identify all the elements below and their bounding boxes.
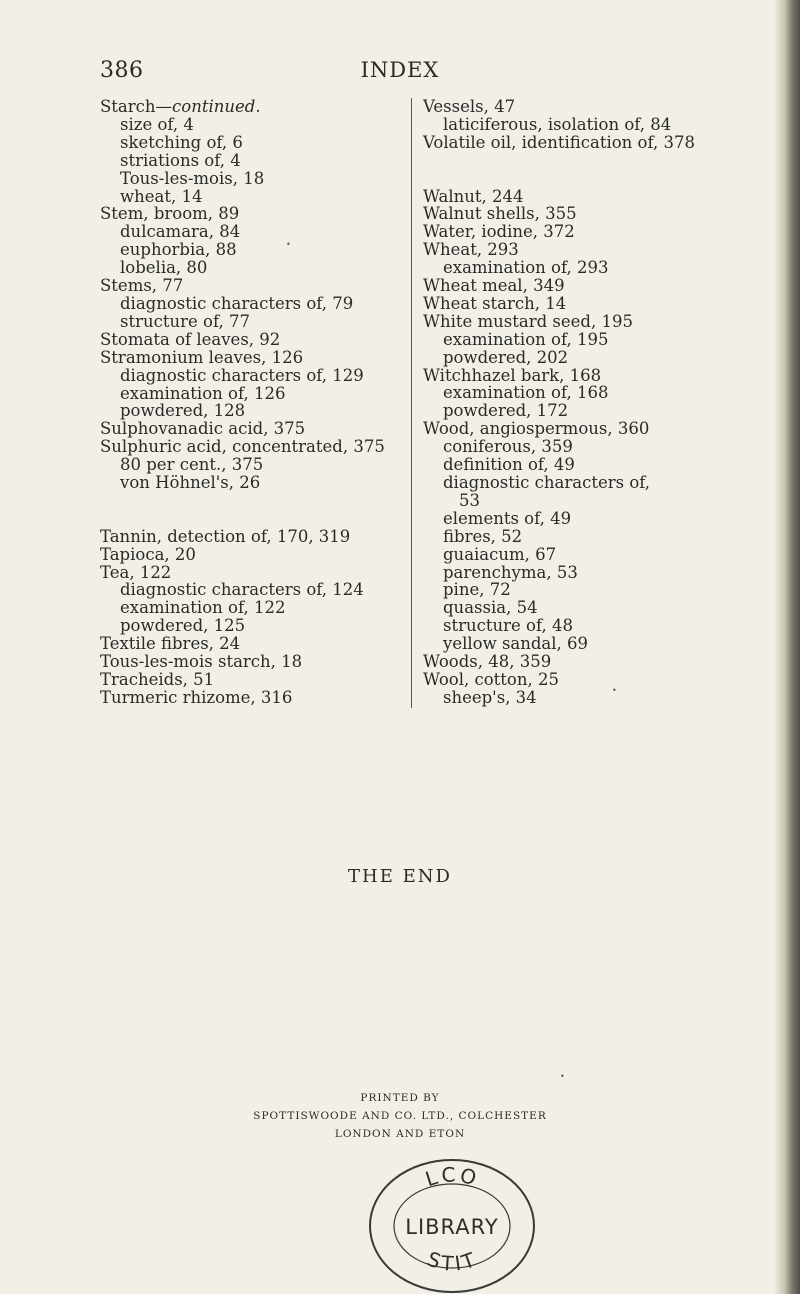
index-entry <box>423 671 703 689</box>
index-entry <box>423 205 703 223</box>
index-subentry <box>423 116 703 134</box>
entry-text: examination of, 293 <box>443 258 609 278</box>
index-subentry <box>423 259 703 277</box>
entry-text: powdered, 125 <box>120 616 246 636</box>
entry-text: Tannin, detection of, 170, 319 <box>100 526 351 546</box>
index-entry <box>423 241 703 259</box>
entry-text: Woods, 48, 359 <box>423 652 552 672</box>
entry-text: size of, 4 <box>120 114 194 134</box>
entry-text: 80 per cent., 375 <box>120 455 264 475</box>
index-subentry <box>423 546 703 564</box>
entry-text: examination of, 195 <box>443 329 609 349</box>
speck-mark: • <box>560 1072 565 1081</box>
entry-text: structure of, 48 <box>443 616 573 636</box>
entry-text: diagnostic characters of, 79 <box>120 293 354 313</box>
index-entry <box>423 188 703 206</box>
entry-text: Tous-les-mois starch, 18 <box>100 652 303 672</box>
entry-text: Sulphovanadic acid, 375 <box>100 419 306 439</box>
entry-text: Walnut, 244 <box>423 186 524 206</box>
page-number: 386 <box>100 58 144 83</box>
index-subentry <box>100 170 400 188</box>
index-subentry <box>423 689 703 707</box>
index-entry <box>100 528 400 546</box>
index-subentry <box>100 152 400 170</box>
index-entry <box>100 546 400 564</box>
entry-text: Wheat starch, 14 <box>423 293 567 313</box>
entry-text: Stem, broom, 89 <box>100 204 240 224</box>
entry-text: Walnut shells, 355 <box>423 204 577 224</box>
entry-text: Wool, cotton, 25 <box>423 669 559 689</box>
entry-text: Tapioca, 20 <box>100 544 196 564</box>
index-subentry <box>100 367 400 385</box>
index-subentry <box>423 331 703 349</box>
entry-text: sketching of, 6 <box>120 132 243 152</box>
entry-text: examination of, 126 <box>120 383 286 403</box>
stamp-center-text: LIBRARY <box>405 1215 499 1239</box>
library-stamp <box>355 1140 550 1294</box>
index-subentry <box>100 402 400 420</box>
index-subentry <box>423 438 703 456</box>
entry-text: lobelia, 80 <box>120 258 208 278</box>
index-subentry <box>423 349 703 367</box>
entry-text: diagnostic characters of, 129 <box>120 365 364 385</box>
index-subentry <box>423 617 703 635</box>
index-entry <box>423 295 703 313</box>
index-subentry <box>423 599 703 617</box>
index-subentry <box>423 474 703 492</box>
index-subentry <box>100 474 400 492</box>
entry-text: coniferous, 359 <box>443 437 573 457</box>
index-subentry <box>423 492 703 510</box>
index-subentry <box>423 456 703 474</box>
entry-text: laticiferous, isolation of, 84 <box>443 114 672 134</box>
entry-text: White mustard seed, 195 <box>423 311 633 331</box>
entry-text: examination of, 122 <box>120 598 286 618</box>
index-entry <box>100 438 400 456</box>
index-subentry <box>423 635 703 653</box>
entry-text: Starch— <box>100 97 173 116</box>
index-entry <box>100 635 400 653</box>
index-entry <box>100 205 400 223</box>
index-subentry <box>100 259 400 277</box>
index-entry <box>100 564 400 582</box>
index-entry <box>423 367 703 385</box>
entry-text: powdered, 128 <box>120 401 246 421</box>
index-subentry <box>100 385 400 403</box>
index-subentry <box>423 528 703 546</box>
entry-text: Tracheids, 51 <box>100 669 215 689</box>
index-subentry <box>100 223 400 241</box>
index-column-right <box>423 98 703 707</box>
index-entry <box>100 349 400 367</box>
index-subentry <box>100 241 400 259</box>
entry-text: pine, 72 <box>443 580 511 600</box>
index-entry <box>423 223 703 241</box>
entry-text: parenchyma, 53 <box>443 562 578 582</box>
entry-text: 53 <box>459 490 480 510</box>
entry-text: Wheat, 293 <box>423 240 519 260</box>
index-subentry <box>100 188 400 206</box>
speck-mark: • <box>286 240 291 249</box>
colophon-printed-by: PRINTED BY <box>360 1092 440 1104</box>
entry-text: Wood, angiospermous, 360 <box>423 419 650 439</box>
index-entry <box>423 134 703 152</box>
entry-text: Wheat meal, 349 <box>423 276 565 296</box>
entry-text: powdered, 202 <box>443 347 569 367</box>
entry-text: quassia, 54 <box>443 598 538 618</box>
index-subentry <box>423 581 703 599</box>
index-entry <box>100 98 400 116</box>
entry-text: Turmeric rhizome, 316 <box>100 687 293 707</box>
the-end-heading: THE END <box>348 866 452 887</box>
index-entry <box>100 689 400 707</box>
entry-text: elements of, 49 <box>443 508 572 528</box>
entry-text: Stomata of leaves, 92 <box>100 329 281 349</box>
colophon-printer-name: SPOTTISWOODE AND CO. LTD., COLCHESTER <box>253 1110 547 1122</box>
running-head: INDEX <box>360 58 440 82</box>
entry-text: Textile fibres, 24 <box>100 634 241 654</box>
entry-continued-note: continued. <box>172 97 261 116</box>
entry-text: powdered, 172 <box>443 401 569 421</box>
index-subentry <box>100 581 400 599</box>
index-subentry <box>100 456 400 474</box>
index-entry <box>423 313 703 331</box>
index-subentry <box>100 617 400 635</box>
entry-text: Tea, 122 <box>100 562 172 582</box>
index-column-left <box>100 98 400 707</box>
entry-text: Vessels, 47 <box>423 97 516 116</box>
index-subentry <box>423 510 703 528</box>
stamp-top-text: LCO <box>422 1162 482 1192</box>
entry-text: guaiacum, 67 <box>443 544 557 564</box>
index-entry <box>423 277 703 295</box>
stamp-bottom-text: STIT <box>424 1246 481 1276</box>
index-entry <box>100 671 400 689</box>
entry-text: diagnostic characters of, <box>443 473 651 493</box>
entry-text: Water, iodine, 372 <box>423 222 575 242</box>
index-entry <box>100 277 400 295</box>
entry-text: Stems, 77 <box>100 276 184 296</box>
entry-text: von Höhnel's, 26 <box>120 473 261 493</box>
index-subentry <box>100 134 400 152</box>
index-subentry <box>100 599 400 617</box>
entry-text: examination of, 168 <box>443 383 609 403</box>
index-subentry <box>423 384 703 402</box>
speck-mark: • <box>612 686 617 695</box>
index-subentry <box>423 564 703 582</box>
entry-text: Tous-les-mois, 18 <box>120 168 265 188</box>
colophon-locations: LONDON AND ETON <box>334 1128 466 1140</box>
index-subentry <box>100 313 400 331</box>
index-entry <box>423 98 703 116</box>
entry-text: dulcamara, 84 <box>120 222 241 242</box>
page-header <box>0 58 800 88</box>
index-subentry <box>100 116 400 134</box>
column-divider <box>411 98 412 708</box>
index-entry <box>423 653 703 671</box>
entry-text: euphorbia, 88 <box>120 240 237 260</box>
entry-text: Stramonium leaves, 126 <box>100 347 304 367</box>
entry-text: structure of, 77 <box>120 311 250 331</box>
entry-text: fibres, 52 <box>443 526 523 546</box>
entry-text: sheep's, 34 <box>443 687 537 707</box>
entry-text: Volatile oil, identification of, 378 <box>423 132 695 152</box>
entry-text: yellow sandal, 69 <box>443 634 589 654</box>
entry-text: Witchhazel bark, 168 <box>423 365 602 385</box>
entry-text: definition of, 49 <box>443 455 575 475</box>
section-gap <box>423 152 703 188</box>
section-gap <box>100 492 400 528</box>
index-entry <box>100 331 400 349</box>
index-entry <box>423 420 703 438</box>
entry-text: striations of, 4 <box>120 150 241 170</box>
entry-text: wheat, 14 <box>120 186 203 206</box>
index-entry <box>100 653 400 671</box>
entry-text: diagnostic characters of, 124 <box>120 580 364 600</box>
entry-text: Sulphuric acid, concentrated, 375 <box>100 437 385 457</box>
index-subentry <box>100 295 400 313</box>
index-entry <box>100 420 400 438</box>
index-subentry <box>423 402 703 420</box>
